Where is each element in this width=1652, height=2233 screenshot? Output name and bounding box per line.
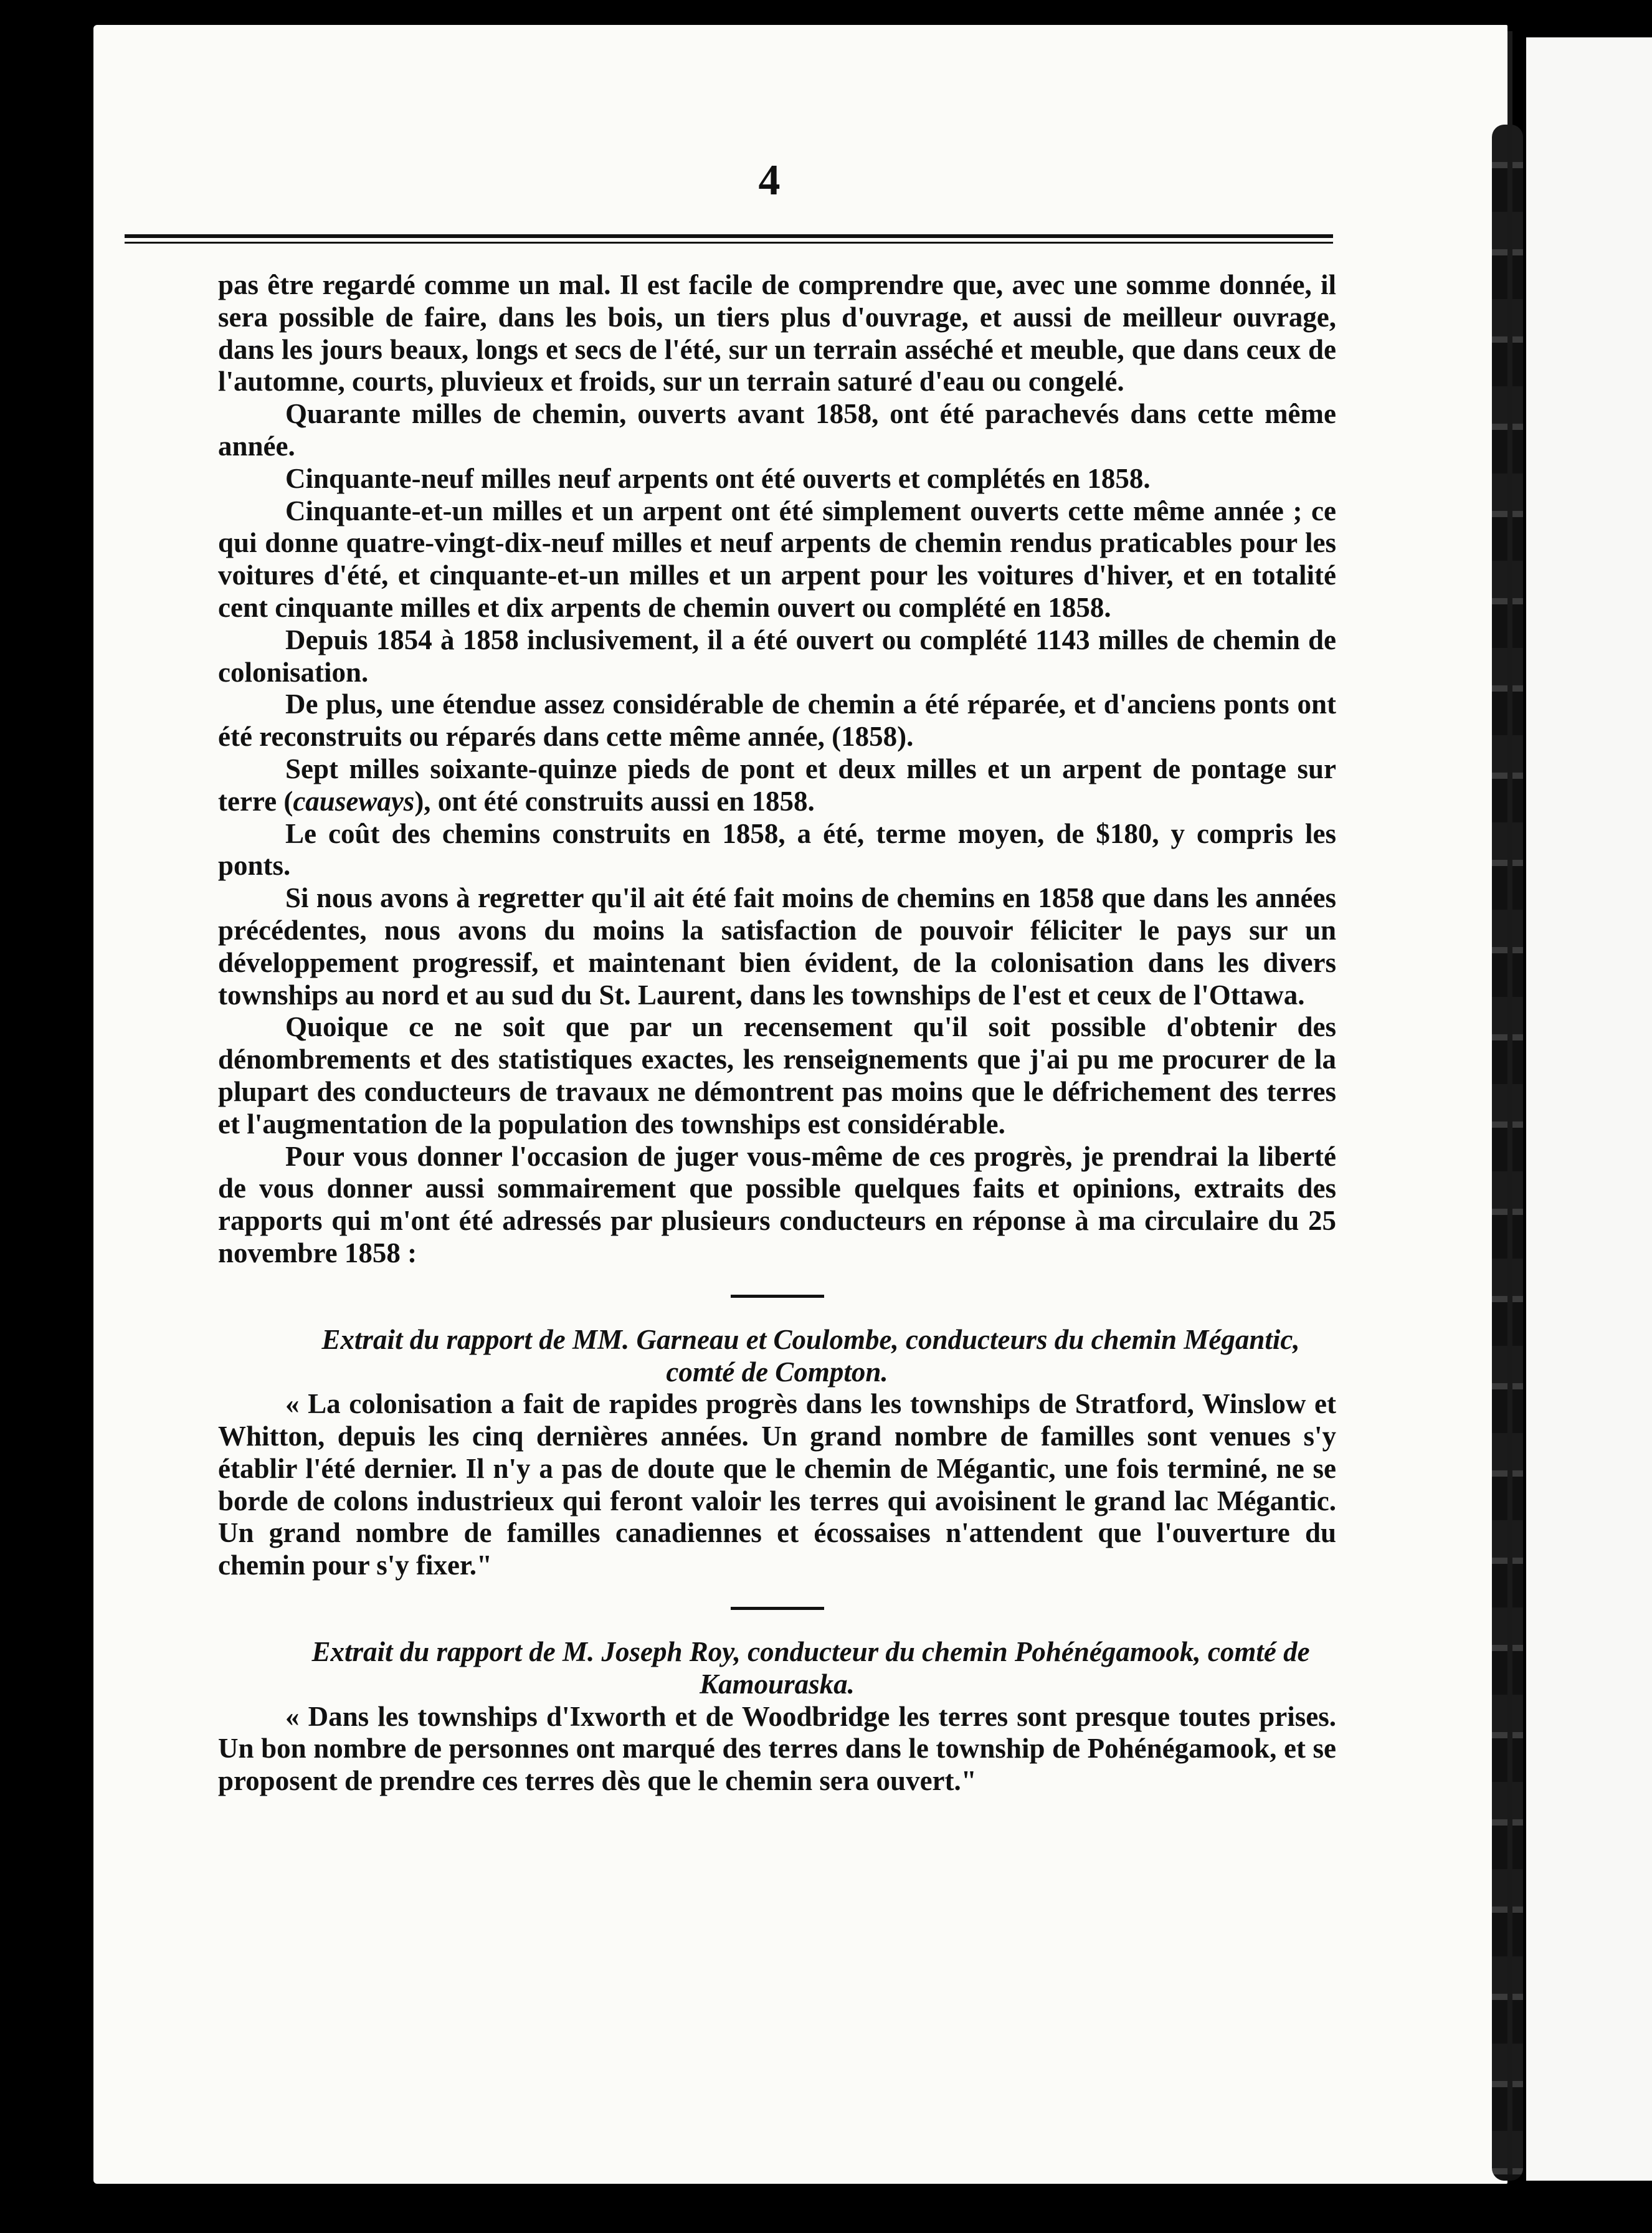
paragraph: Pour vous donner l'occasion de juger vous-même de ces progrès, je prendrai la liberté de vous donner aussi sommairement que possible quelques faits et opinions, extraits des rapports qui m'ont été adressés par plusieurs conducteurs en réponse à ma circulaire du 25 novembre 1858 : [218,1140,1336,1269]
page-edge-shadow [1507,31,1512,2174]
paragraph: Depuis 1854 à 1858 inclusivement, il a été ouvert ou complété 1143 milles de chemin de colonisation. [218,624,1336,688]
page-body [218,269,1336,1797]
paragraph: Si nous avons à regretter qu'il ait été fait moins de chemins en 1858 que dans les années précédentes, nous avons du moins la satisfaction de pouvoir féliciter le pays sur un développement progressif, et maintenant bien évident, de la colonisation dans les divers townships au nord et au sud du St. Laurent, dans les townships de l'est et ceux de l'Ottawa. [218,882,1336,1011]
paragraph: pas être regardé comme un mal. Il est facile de comprendre que, avec une somme donnée, il sera possible de faire, dans les bois, un tiers plus d'ouvrage, et aussi de meilleur ouvrage, dans les jours beaux, longs et secs de l'été, sur un terrain asséché et meuble, que dans ceux de l'automne, courts, pluvieux et froids, sur un terrain saturé d'eau ou congelé. [218,269,1336,398]
paragraph-text: ), ont été construits aussi en 1858. [414,785,815,817]
paragraph: Cinquante-et-un milles et un arpent ont été simplement ouverts cette même année ; ce qui donne quatre-vingt-dix-neuf milles et neuf arpents de chemin rendus praticables pour les voitures d'été, et cinquante-et-un milles et un arpent pour les voitures d'hiver, et en totalité cent cinquante milles et dix arpents de chemin ouvert ou complété en 1858. [218,495,1336,623]
extract-heading: Extrait du rapport de M. Joseph Roy, conducteur du chemin Pohénégamook, comté de Kamouraska. [311,1636,1310,1700]
facing-page [1526,37,1652,2181]
italic-term: causeways [293,785,415,817]
paragraph: Cinquante-neuf milles neuf arpents ont été ouverts et complétés en 1858. [285,462,1151,494]
paragraph: Le coût des chemins construits en 1858, a été, terme moyen, de $180, y compris les ponts. [218,817,1336,882]
extract-heading: Extrait du rapport de MM. Garneau et Coulombe, conducteurs du chemin Mégantic, comté de Compton. [321,1323,1300,1388]
paragraph: Quoique ce ne soit que par un recensement qu'il soit possible d'obtenir des dénombrements et des statistiques exactes, les renseignements que j'ai pu me procurer de la plupart des conducteurs de travaux ne démontrent pas moins que le défrichement des terres et l'augmentation de la population des townships est considérable. [218,1011,1336,1140]
paragraph: Quarante milles de chemin, ouverts avant 1858, ont été parachevés dans cette même année. [218,398,1336,462]
paragraph-causeways [218,753,1336,818]
paragraph-text: Sept milles soixante-quinze pieds de pont et deux milles et un arpent de pontage sur terre ( [218,753,1336,817]
paragraph: De plus, une étendue assez considérable de chemin a été réparée, et d'anciens ponts ont été reconstruits ou réparés dans cette même année, (1858). [218,688,1336,753]
section-separator [731,1295,824,1298]
section-separator [731,1607,824,1610]
extract-quote: « Dans les townships d'Ixworth et de Woodbridge les terres sont presque toutes prises. Un bon nombre de personnes ont marqué des terres dans le township de Pohénégamook, et se proposent de prendre ces terres dès que le chemin sera ouvert." [218,1700,1336,1797]
header-rule [125,234,1333,244]
page-number: 4 [758,156,781,204]
extract-quote: « La colonisation a fait de rapides progrès dans les townships de Stratford, Winslow et Whitton, depuis les cinq dernières années. Un grand nombre de familles sont venues s'y établir l'été dernier. Il n'y a pas de doute que le chemin de Mégantic, une fois terminé, ne se borde de colons industrieux qui feront valoir les terres qui avoisinent le grand lac Mégantic. Un grand nombre de familles canadiennes et écossaises n'attendent que l'ouverture du chemin pour s'y fixer." [218,1388,1336,1581]
